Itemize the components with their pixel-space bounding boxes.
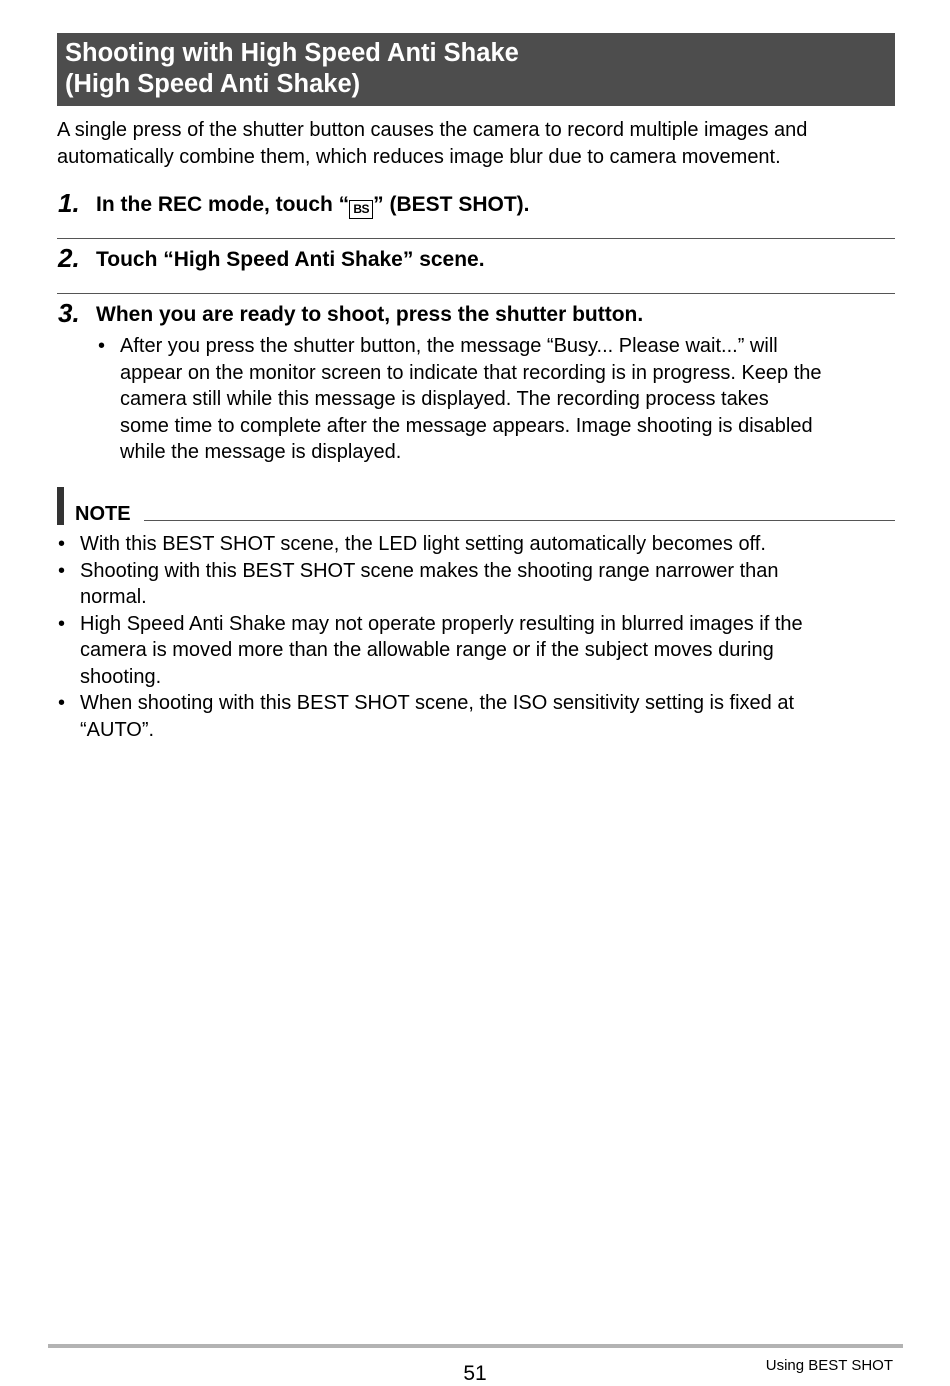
- step-3-number: 3.: [58, 298, 80, 328]
- note-item: [57, 690, 907, 743]
- bullet-line: camera still while this message is displayed. The recording process takes: [120, 388, 769, 410]
- note-line: When shooting with this BEST SHOT scene, the ISO sensitivity setting is fixed at: [80, 692, 795, 714]
- note-line: normal.: [80, 586, 147, 608]
- bullet-icon: •: [58, 612, 66, 635]
- note-line: Shooting with this BEST SHOT scene makes the shooting range narrower than: [80, 559, 779, 582]
- note-line: High Speed Anti Shake may not operate properly resulting in blurred images if the: [80, 612, 803, 635]
- bullet-icon: •: [58, 533, 66, 555]
- note-marker-bar: [57, 487, 64, 525]
- step-divider: [57, 238, 895, 239]
- bullet-line: some time to complete after the message appears. Image shooting is disabled: [120, 414, 813, 437]
- note-divider: [144, 520, 895, 521]
- note-line: camera is moved more than the allowable range or if the subject moves during: [80, 639, 774, 661]
- footer-divider: [48, 1344, 903, 1348]
- section-title-bar: [57, 33, 895, 106]
- note-item: [57, 558, 907, 611]
- bullet-icon: •: [98, 335, 106, 357]
- note-line: “AUTO”.: [80, 718, 155, 741]
- step-1-number: 1.: [58, 188, 80, 218]
- step-divider: [57, 293, 895, 294]
- section-title-line-1: Shooting with High Speed Anti Shake: [65, 39, 519, 67]
- step-3-text: When you are ready to shoot, press the shutter button.: [96, 303, 644, 326]
- step-1-text-before: In the REC mode, touch “: [96, 193, 350, 216]
- note-list: [57, 531, 907, 743]
- step-2-number: 2.: [58, 243, 80, 273]
- intro-line: A single press of the shutter button causes the camera to record multiple images and: [57, 119, 808, 141]
- step-3-bullet-text: [120, 333, 910, 466]
- step-1-text-after: ” (BEST SHOT).: [373, 193, 530, 216]
- note-line: shooting.: [80, 665, 162, 688]
- bullet-line: while the message is displayed.: [120, 441, 402, 463]
- note-label: NOTE: [75, 503, 131, 525]
- intro-line: automatically combine them, which reduces image blur due to camera movement.: [57, 145, 781, 168]
- intro-paragraph: [57, 117, 907, 170]
- note-item: [57, 531, 907, 558]
- page-number: 51: [463, 1362, 487, 1385]
- bullet-icon: •: [58, 559, 66, 582]
- note-item: [57, 611, 907, 691]
- step-1-text: [96, 192, 530, 219]
- bullet-icon: •: [58, 692, 66, 714]
- note-line: With this BEST SHOT scene, the LED light setting automatically becomes off.: [80, 533, 766, 555]
- footer-section-name: Using BEST SHOT: [765, 1357, 893, 1374]
- bullet-line: After you press the shutter button, the message “Busy... Please wait...” will: [120, 335, 778, 357]
- step-2-text: Touch “High Speed Anti Shake” scene.: [96, 248, 485, 271]
- section-title-line-2: (High Speed Anti Shake): [65, 70, 361, 98]
- best-shot-icon: BS: [349, 200, 373, 219]
- bullet-line: appear on the monitor screen to indicate that recording is in progress. Keep the: [120, 361, 822, 384]
